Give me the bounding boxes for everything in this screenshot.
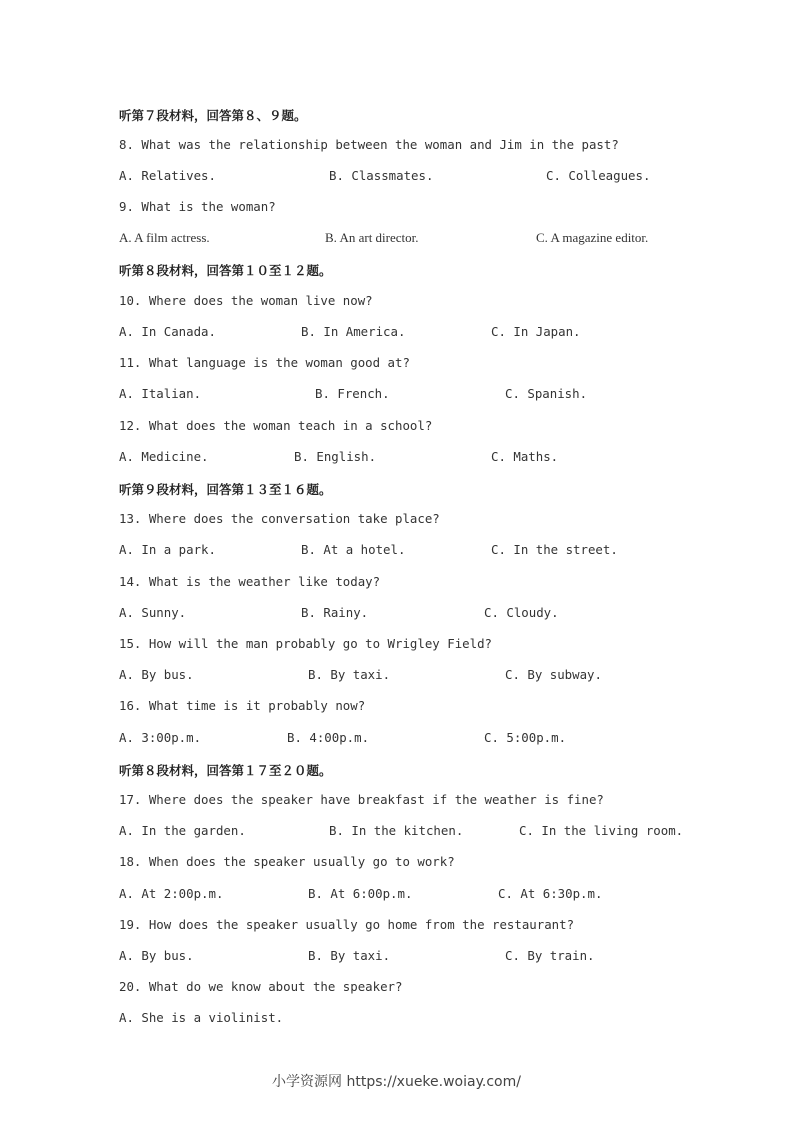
option-a: A. In Canada. (119, 324, 216, 339)
question-text: 14. What is the weather like today? (119, 574, 381, 589)
option-c: C. At 6:30p.m. (498, 886, 603, 901)
footer-watermark: 小学资源网 https://xueke.woiay.com/ (272, 1074, 521, 1090)
question-text: 20. What do we know about the speaker? (119, 979, 403, 994)
question-text: 8. What was the relationship between the woman and Jim in the past? (119, 137, 619, 152)
option-b: B. In the kitchen. (329, 823, 464, 838)
option-a: A. She is a violinist. (119, 1010, 284, 1025)
option-c: C. A magazine editor. (536, 230, 649, 245)
question-text: 18. When does the speaker usually go to work? (119, 854, 455, 869)
option-a: A. In the garden. (119, 823, 246, 838)
question-text: 19. How does the speaker usually go home from the restaurant? (119, 917, 575, 932)
option-c: C. By train. (505, 948, 595, 963)
question-text: 17. Where does the speaker have breakfast if the weather is fine? (119, 792, 604, 807)
section-heading: 听第９段材料，回答第１３至１６题。 (119, 482, 332, 497)
option-a: A. Relatives. (119, 168, 216, 183)
option-a: A. By bus. (119, 948, 194, 963)
option-b: B. By taxi. (308, 667, 391, 682)
option-c: C. Cloudy. (484, 605, 559, 620)
option-a: A. 3:00p.m. (119, 730, 202, 745)
option-b: B. Rainy. (301, 605, 369, 620)
option-b: B. At 6:00p.m. (308, 886, 413, 901)
option-c: C. 5:00p.m. (484, 730, 567, 745)
option-a: A. Italian. (119, 386, 202, 401)
section-heading: 听第８段材料，回答第１７至２０题。 (119, 763, 332, 778)
question-text: 9. What is the woman? (119, 199, 276, 214)
question-text: 16. What time is it probably now? (119, 698, 366, 713)
option-a: A. A film actress. (119, 230, 210, 245)
question-text: 15. How will the man probably go to Wrigley Field? (119, 636, 492, 651)
option-b: B. English. (294, 449, 377, 464)
question-text: 13. Where does the conversation take place? (119, 511, 440, 526)
question-text: 10. Where does the woman live now? (119, 293, 373, 308)
option-b: B. An art director. (325, 230, 419, 245)
option-c: C. In Japan. (491, 324, 581, 339)
option-c: C. In the living room. (519, 823, 684, 838)
option-c: C. Spanish. (505, 386, 588, 401)
option-a: A. At 2:00p.m. (119, 886, 224, 901)
option-b: B. By taxi. (308, 948, 391, 963)
option-c: C. Maths. (491, 449, 559, 464)
option-c: C. Colleagues. (546, 168, 651, 183)
option-a: A. By bus. (119, 667, 194, 682)
option-a: A. Sunny. (119, 605, 187, 620)
option-b: B. French. (315, 386, 390, 401)
option-c: C. By subway. (505, 667, 602, 682)
option-a: A. In a park. (119, 542, 216, 557)
option-c: C. In the street. (491, 542, 618, 557)
option-b: B. Classmates. (329, 168, 434, 183)
option-b: B. At a hotel. (301, 542, 406, 557)
option-b: B. In America. (301, 324, 406, 339)
option-b: B. 4:00p.m. (287, 730, 370, 745)
question-text: 11. What language is the woman good at? (119, 355, 410, 370)
section-heading: 听第８段材料，回答第１０至１２题。 (119, 263, 332, 278)
section-heading: 听第７段材料，回答第８、９题。 (119, 108, 307, 123)
question-text: 12. What does the woman teach in a school? (119, 418, 433, 433)
option-a: A. Medicine. (119, 449, 209, 464)
